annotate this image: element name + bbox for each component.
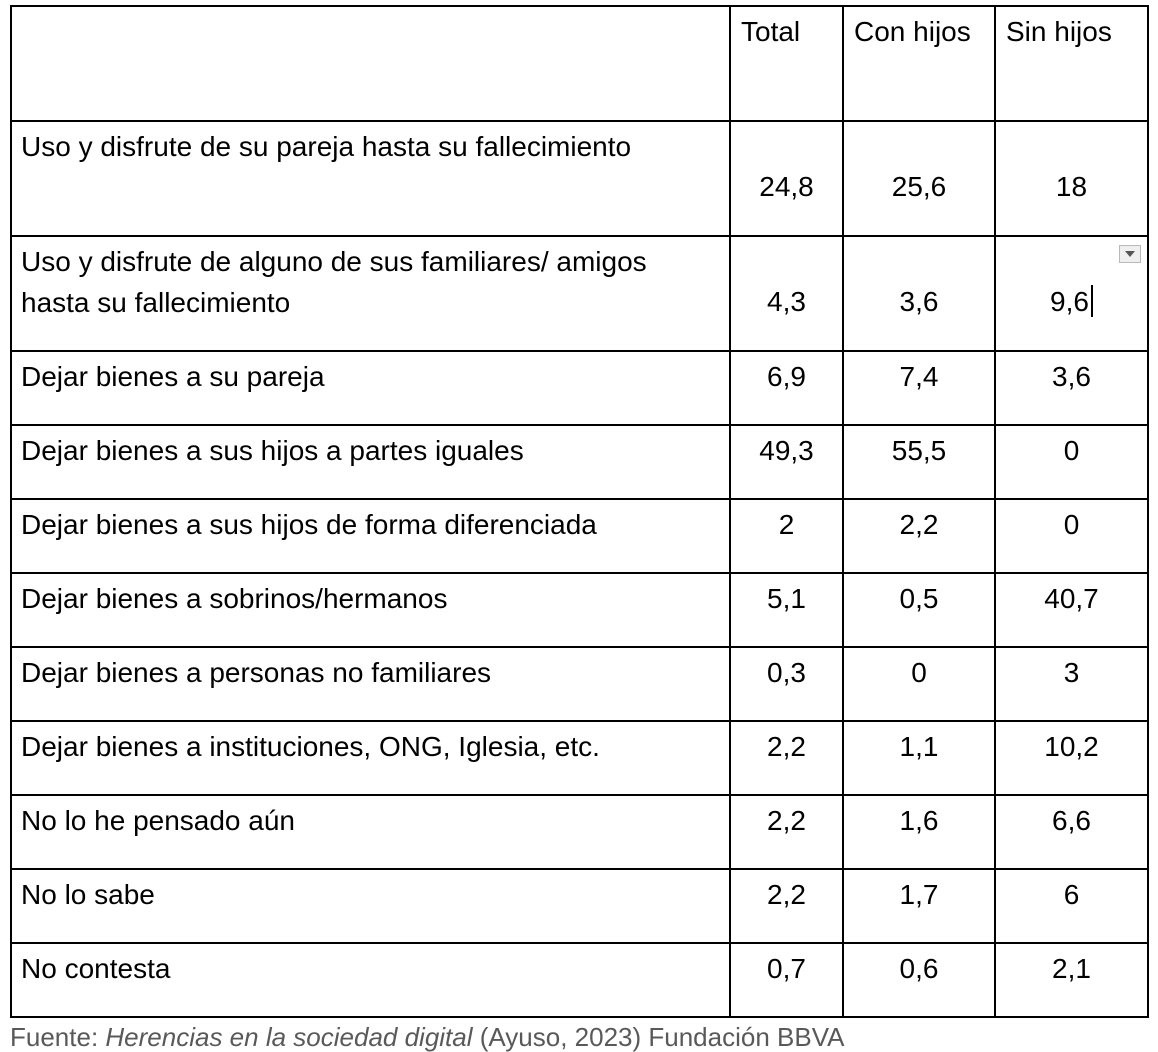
source-caption <box>10 1022 844 1052</box>
sin-hijos-cell[interactable]: 40,7 <box>995 573 1148 647</box>
header-cell-con-hijos[interactable]: Con hijos <box>843 6 995 121</box>
data-table <box>10 5 1149 1018</box>
row-label-cell[interactable]: Dejar bienes a personas no familiares <box>11 647 730 721</box>
source-suffix: (Ayuso, 2023) Fundación BBVA <box>472 1022 845 1052</box>
total-cell[interactable]: 5,1 <box>730 573 843 647</box>
row-label-cell[interactable]: Dejar bienes a instituciones, ONG, Iglesia, etc. <box>11 721 730 795</box>
header-cell-sin-hijos[interactable]: Sin hijos <box>995 6 1148 121</box>
con-hijos-cell[interactable]: 1,1 <box>843 721 995 795</box>
header-cell-total[interactable]: Total <box>730 6 843 121</box>
total-cell[interactable]: 0,3 <box>730 647 843 721</box>
table-row <box>11 795 1148 869</box>
table-row <box>11 721 1148 795</box>
sin-hijos-cell[interactable]: 0 <box>995 499 1148 573</box>
sin-hijos-cell[interactable]: 2,1 <box>995 943 1148 1017</box>
sin-hijos-cell[interactable]: 3 <box>995 647 1148 721</box>
row-label-cell[interactable]: Uso y disfrute de alguno de sus familiares/ amigos hasta su fallecimiento <box>11 236 730 351</box>
total-cell[interactable]: 4,3 <box>730 236 843 351</box>
table-row <box>11 425 1148 499</box>
sin-hijos-cell[interactable]: 6 <box>995 869 1148 943</box>
table-row <box>11 943 1148 1017</box>
con-hijos-cell[interactable]: 55,5 <box>843 425 995 499</box>
total-cell[interactable]: 2 <box>730 499 843 573</box>
con-hijos-cell[interactable]: 7,4 <box>843 351 995 425</box>
table-row <box>11 499 1148 573</box>
sin-hijos-cell[interactable]: 6,6 <box>995 795 1148 869</box>
total-cell[interactable]: 0,7 <box>730 943 843 1017</box>
total-cell[interactable]: 6,9 <box>730 351 843 425</box>
table-row <box>11 121 1148 236</box>
sin-hijos-cell[interactable]: 10,2 <box>995 721 1148 795</box>
table-row <box>11 236 1148 351</box>
row-label-cell[interactable]: No lo sabe <box>11 869 730 943</box>
table-row <box>11 573 1148 647</box>
sin-hijos-value: 9,6 <box>1050 286 1089 317</box>
total-cell[interactable]: 49,3 <box>730 425 843 499</box>
row-label-cell[interactable]: Uso y disfrute de su pareja hasta su fallecimiento <box>11 121 730 236</box>
con-hijos-cell[interactable]: 0,5 <box>843 573 995 647</box>
row-label-cell[interactable]: Dejar bienes a sus hijos de forma diferenciada <box>11 499 730 573</box>
row-label-cell[interactable]: No lo he pensado aún <box>11 795 730 869</box>
header-cell-empty[interactable] <box>11 6 730 121</box>
total-cell[interactable]: 2,2 <box>730 795 843 869</box>
sin-hijos-cell[interactable]: 18 <box>995 121 1148 236</box>
table-row <box>11 869 1148 943</box>
table-row <box>11 351 1148 425</box>
source-title: Herencias en la sociedad digital <box>105 1022 473 1052</box>
sin-hijos-cell-active[interactable] <box>995 236 1148 351</box>
row-label-cell[interactable]: Dejar bienes a sobrinos/hermanos <box>11 573 730 647</box>
con-hijos-cell[interactable]: 25,6 <box>843 121 995 236</box>
header-row <box>11 6 1148 121</box>
con-hijos-cell[interactable]: 0,6 <box>843 943 995 1017</box>
source-prefix: Fuente: <box>10 1022 106 1052</box>
sin-hijos-cell[interactable]: 3,6 <box>995 351 1148 425</box>
table-row <box>11 647 1148 721</box>
row-label-cell[interactable]: Dejar bienes a su pareja <box>11 351 730 425</box>
con-hijos-cell[interactable]: 0 <box>843 647 995 721</box>
total-cell[interactable]: 2,2 <box>730 869 843 943</box>
total-cell[interactable]: 24,8 <box>730 121 843 236</box>
con-hijos-cell[interactable]: 1,7 <box>843 869 995 943</box>
sin-hijos-cell[interactable]: 0 <box>995 425 1148 499</box>
con-hijos-cell[interactable]: 3,6 <box>843 236 995 351</box>
dropdown-arrow-icon[interactable] <box>1119 245 1141 263</box>
con-hijos-cell[interactable]: 1,6 <box>843 795 995 869</box>
row-label-cell[interactable]: Dejar bienes a sus hijos a partes iguales <box>11 425 730 499</box>
con-hijos-cell[interactable]: 2,2 <box>843 499 995 573</box>
total-cell[interactable]: 2,2 <box>730 721 843 795</box>
row-label-cell[interactable]: No contesta <box>11 943 730 1017</box>
text-cursor <box>1091 285 1093 317</box>
